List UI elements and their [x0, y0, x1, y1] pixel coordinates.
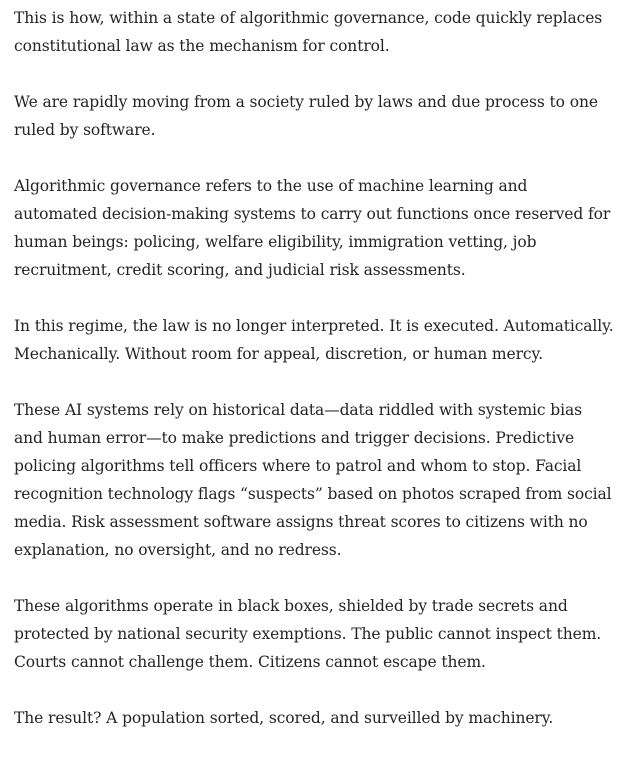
paragraph-ruled-by-software: We are rapidly moving from a society ruled by laws and due process to one ruled by software. [14, 93, 598, 139]
paragraph-result: The result? A population sorted, scored, and surveilled by machinery. [14, 709, 554, 727]
paragraph-definition: Algorithmic governance refers to the use of machine learning and automated decision-making systems to carry out functions once reserved for human beings: policing, welfare eligibility, immigration vetting, job recruitment, credit scoring, and judicial risk assessments. [14, 177, 611, 279]
paragraph-historical-data: These AI systems rely on historical data—data riddled with systemic bias and human error—to make predictions and trigger decisions. Predictive policing algorithms tell officers where to patrol and whom to stop. Facial recognition technology flags “suspects” based on photos scraped from social media. Risk assessment software assigns threat scores to citizens with no explanation, no oversight, and no redress. [14, 401, 612, 559]
article-body [14, 4, 614, 732]
paragraph-code-replaces-law: This is how, within a state of algorithmic governance, code quickly replaces constitutional law as the mechanism for control. [14, 9, 603, 55]
paragraph-black-boxes: These algorithms operate in black boxes, shielded by trade secrets and protected by national security exemptions. The public cannot inspect them. Courts cannot challenge them. Citizens cannot escape them. [14, 597, 602, 671]
paragraph-law-executed: In this regime, the law is no longer interpreted. It is executed. Automatically. Mechanically. Without room for appeal, discretion, or human mercy. [14, 317, 614, 363]
